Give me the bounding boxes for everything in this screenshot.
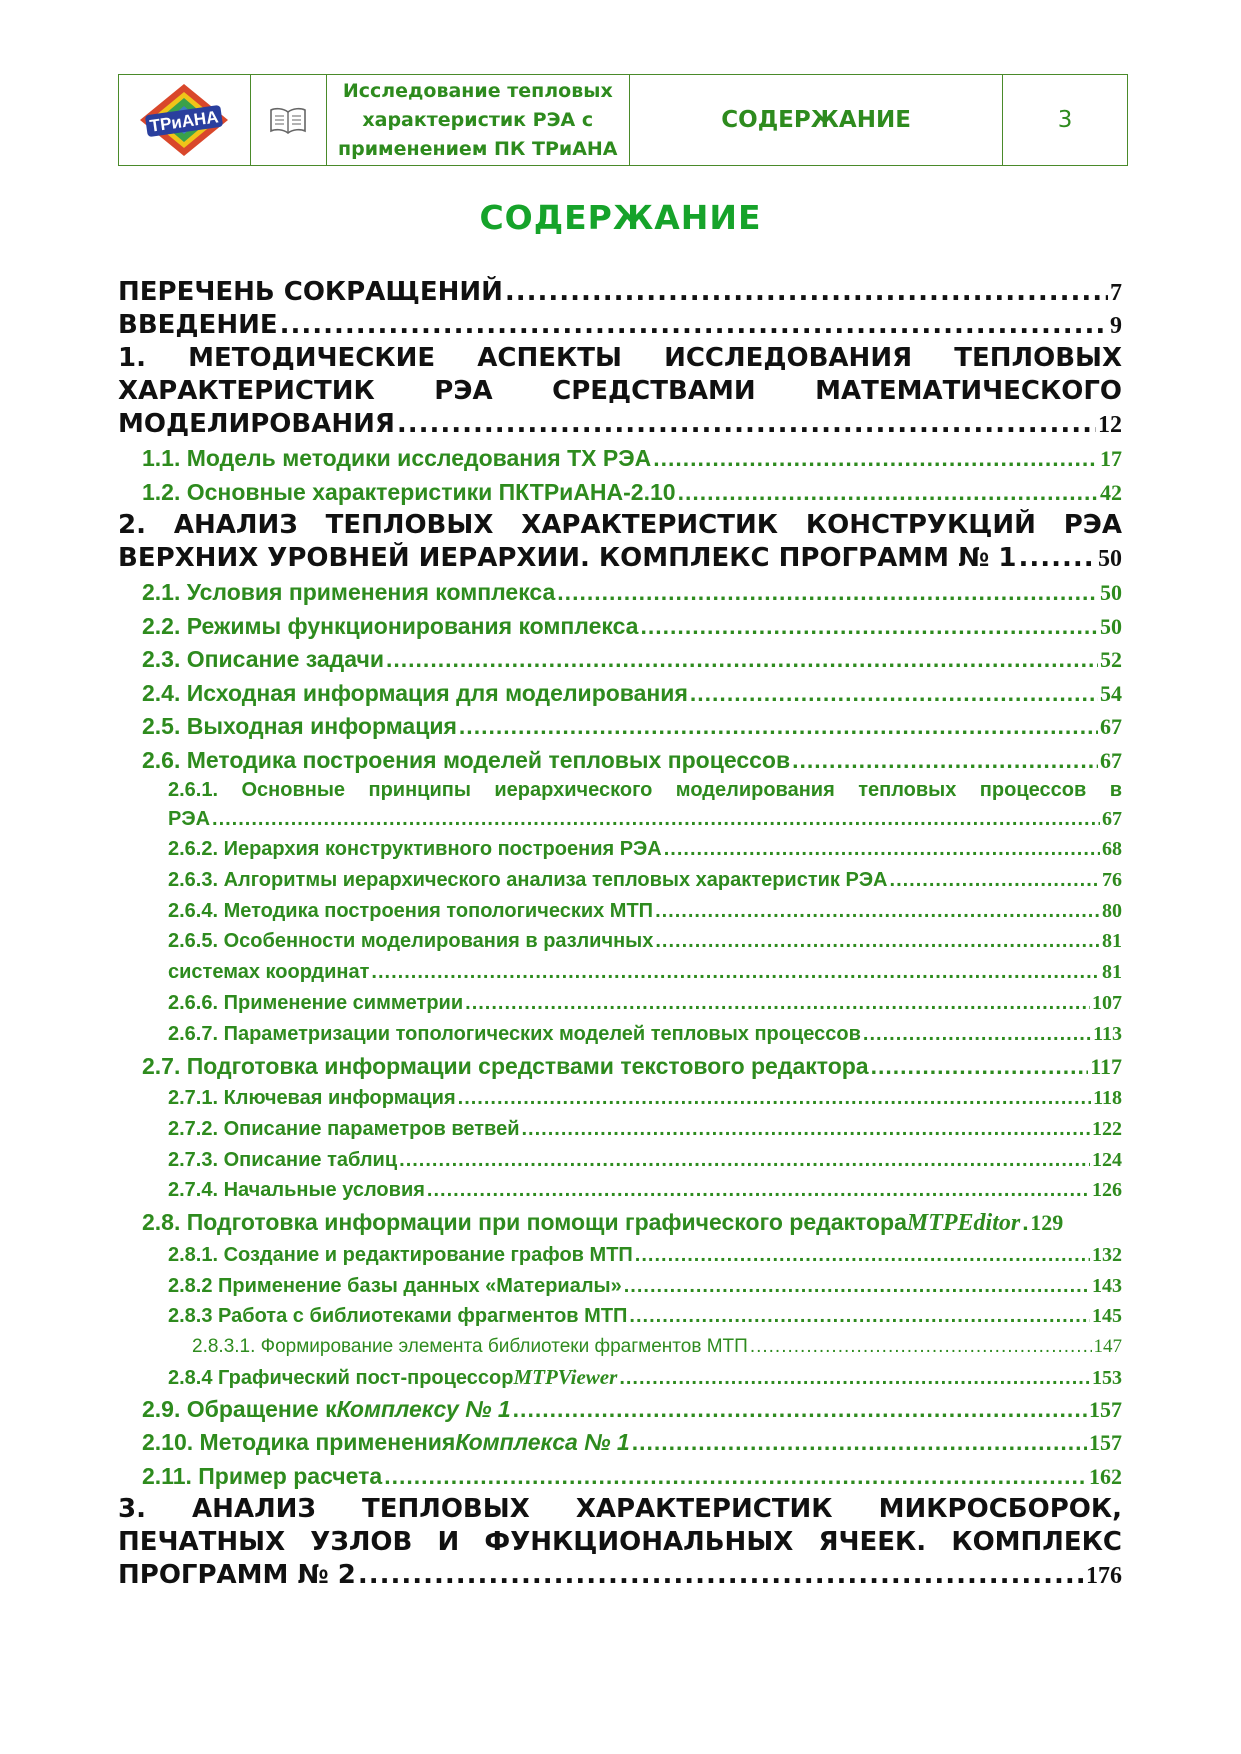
toc-entry-2-6-3[interactable] (118, 865, 1122, 896)
toc-page-number: 50 (1100, 613, 1122, 639)
toc-entry-label-line-1: 3. АНАЛИЗ ТЕПЛОВЫХ ХАРАКТЕРИСТИК МИКРОСБОРОК, (118, 1494, 1122, 1525)
toc-entry-2-6-6[interactable] (118, 988, 1122, 1019)
toc-entry-2-6-7[interactable] (118, 1019, 1122, 1050)
toc-page-number: 50 (1100, 580, 1122, 605)
toc-page-number: 162 (1089, 1463, 1122, 1489)
toc-page-number: 81 (1102, 930, 1122, 953)
page-title: СОДЕРЖАНИЕ (479, 198, 762, 237)
toc-entry-label-italic: MTPEditor (906, 1210, 1021, 1237)
toc-entry-2-6-4[interactable] (118, 896, 1122, 927)
toc-page-number: 50 (1098, 546, 1122, 572)
toc-page-number: 67 (1100, 714, 1122, 739)
header-title-line-2: характеристик РЭА с (362, 108, 594, 131)
page-header (118, 74, 1128, 166)
toc-page-number: 12 (1098, 412, 1122, 438)
toc-entry-intro[interactable] (118, 309, 1122, 342)
toc-entry-label: 2.9. Обращение к (142, 1395, 337, 1422)
book-cell (251, 75, 327, 165)
toc-entry-label: 2.8.4 Графический пост-процессор (168, 1367, 514, 1390)
toc-entry-2-2[interactable] (118, 610, 1122, 644)
toc-page-number: 52 (1100, 647, 1122, 672)
toc-page-number: 118 (1093, 1087, 1122, 1110)
header-title-line-3: применением ПК ТРиАНА (338, 137, 618, 160)
toc-entry-label-line-2: РЭА (168, 808, 211, 830)
toc-entry-label: системах координат (168, 961, 370, 984)
toc-entry-label: 2.3. Описание задачи (142, 646, 384, 672)
toc-page-number: 117 (1090, 1053, 1122, 1079)
toc-entry-2-8-1[interactable] (118, 1240, 1122, 1271)
toc-entry-2-6-2[interactable] (118, 834, 1122, 865)
open-book-icon (269, 106, 307, 134)
toc-page-number: 42 (1100, 479, 1122, 505)
toc-entry-label: 2.11. Пример расчета (142, 1462, 383, 1489)
toc-page-number: 80 (1102, 899, 1122, 922)
toc-entry-1-2[interactable] (118, 476, 1122, 510)
header-title-line-1: Исследование тепловых (342, 79, 613, 102)
toc-page-number: 157 (1089, 1396, 1122, 1422)
toc-entry-label: 2.8.3.1. Формирование элемента библиотеки фрагментов МТП (192, 1336, 748, 1358)
toc-entry-2-7-3[interactable] (118, 1145, 1122, 1176)
toc-entry-2-10[interactable] (118, 1426, 1122, 1460)
toc-entry-2-6-1[interactable] (118, 777, 1122, 834)
toc-entry-chapter-2[interactable] (118, 509, 1122, 576)
toc-entry-2-6[interactable] (118, 744, 1122, 778)
toc-entry-label: 2.7. Подготовка информации средствами текстового редактора (142, 1052, 869, 1079)
logo-text: ТРиАНА (148, 107, 220, 136)
toc-entry-2-11[interactable] (118, 1460, 1122, 1494)
toc-entry-label-line-2: ХАРАКТЕРИСТИК РЭА СРЕДСТВАМИ МАТЕМАТИЧЕСКОГО (118, 376, 1122, 406)
toc-entry-label-line-1: 1. МЕТОДИЧЕСКИЕ АСПЕКТЫ ИССЛЕДОВАНИЯ ТЕПЛОВЫХ (118, 343, 1122, 373)
toc-page-number: 157 (1089, 1430, 1122, 1456)
toc-entry-label-line-2: ВЕРХНИХ УРОВНЕЙ ИЕРАРХИИ. КОМПЛЕКС ПРОГРАММ № 1 (118, 543, 1017, 573)
toc-page-number: 113 (1093, 1022, 1122, 1045)
toc-entry-2-3[interactable] (118, 643, 1122, 677)
toc-page-number: 67 (1100, 747, 1122, 773)
toc-entry-label: 2.6. Методика построения моделей тепловых процессов (142, 746, 791, 773)
toc-entry-label: 2.8. Подготовка информации при помощи графического редактора (142, 1209, 907, 1236)
toc-page-number: 9 (1110, 313, 1122, 339)
toc-entry-1-1[interactable] (118, 442, 1122, 476)
toc-page-number: 124 (1092, 1148, 1122, 1171)
toc-entry-2-9[interactable] (118, 1393, 1122, 1427)
toc-entry-2-6-5-continued[interactable] (118, 957, 1122, 988)
toc-entry-2-8-3-1[interactable] (118, 1332, 1122, 1362)
toc-entry-2-4[interactable] (118, 677, 1122, 711)
toc-entry-2-8[interactable] (118, 1206, 1122, 1240)
toc-entry-2-7[interactable] (118, 1050, 1122, 1084)
toc-page-number: 129 (1030, 1210, 1064, 1236)
toc-entry-label: 2.6.6. Применение симметрии (168, 991, 464, 1014)
toc-entry-label-line-1: 2. АНАЛИЗ ТЕПЛОВЫХ ХАРАКТЕРИСТИК КОНСТРУКЦИЙ РЭА (118, 510, 1122, 540)
toc-entry-label: ПЕРЕЧЕНЬ СОКРАЩЕНИЙ (118, 277, 503, 307)
toc-entry-label: 2.2. Режимы функционирования комплекса (142, 612, 639, 639)
toc-entry-label: 2.8.2 Применение базы данных «Материалы» (168, 1274, 622, 1297)
toc-page-number: 17 (1100, 446, 1122, 471)
toc-entry-label: 2.6.7. Параметризации топологических моделей тепловых процессов (168, 1022, 861, 1045)
toc-entry-label: 2.5. Выходная информация (142, 713, 457, 739)
toc-page-number: 143 (1092, 1274, 1122, 1297)
toc-entry-label: 2.8.3 Работа с библиотеками фрагментов МТП (168, 1305, 628, 1328)
toc-entry-label: 2.7.1. Ключевая информация (168, 1087, 456, 1110)
toc-entry-label-line-3: ПРОГРАММ № 2 (118, 1560, 356, 1591)
toc-page-number: 7 (1110, 280, 1122, 306)
toc-entry-label: 2.10. Методика применения (142, 1429, 456, 1456)
toc-entry-2-5[interactable] (118, 710, 1122, 744)
toc-entry-2-7-4[interactable] (118, 1175, 1122, 1206)
table-of-contents (118, 276, 1122, 1593)
toc-entry-2-8-3[interactable] (118, 1301, 1122, 1332)
toc-entry-label-italic: MTPViewer (513, 1365, 618, 1390)
toc-entry-label: 2.6.4. Методика построения топологических МТП (168, 899, 654, 922)
toc-entry-label: 1.1. Модель методики исследования ТХ РЭА (142, 445, 652, 471)
toc-entry-2-6-5[interactable] (118, 926, 1122, 957)
toc-entry-label: 2.7.4. Начальные условия (168, 1179, 425, 1202)
toc-page-number: 132 (1092, 1243, 1122, 1266)
toc-page-number: 76 (1102, 868, 1122, 891)
toc-entry-2-1[interactable] (118, 576, 1122, 610)
toc-entry-chapter-3[interactable] (118, 1493, 1122, 1593)
toc-entry-2-7-1[interactable] (118, 1083, 1122, 1114)
toc-entry-abbrev[interactable] (118, 276, 1122, 309)
toc-entry-label: 2.7.2. Описание параметров ветвей (168, 1117, 520, 1140)
toc-entry-chapter-1[interactable] (118, 342, 1122, 442)
toc-entry-label: 2.6.2. Иерархия конструктивного построения РЭА (168, 838, 662, 860)
toc-page-number: 145 (1092, 1305, 1122, 1328)
header-title (327, 75, 630, 165)
toc-entry-2-7-2[interactable] (118, 1114, 1122, 1145)
toc-entry-label: 2.6.5. Особенности моделирования в различных (168, 930, 654, 953)
header-page-number: 3 (1057, 107, 1073, 133)
toc-page-number: 153 (1092, 1367, 1122, 1390)
toc-entry-label: 2.8.1. Создание и редактирование графов МТП (168, 1243, 633, 1266)
logo-cell (119, 75, 251, 165)
toc-entry-2-8-4[interactable] (118, 1362, 1122, 1393)
toc-page-number: 126 (1092, 1179, 1122, 1202)
toc-page-number: 67 (1102, 808, 1122, 830)
toc-page-number: 107 (1092, 991, 1122, 1014)
toc-entry-2-8-2[interactable] (118, 1271, 1122, 1302)
toc-entry-label: 2.4. Исходная информация для моделирования (142, 679, 688, 706)
toc-page-number: 176 (1086, 1563, 1122, 1590)
toc-entry-label-line-1: 2.6.1. Основные принципы иерархического моделирования тепловых процессов в (168, 779, 1122, 801)
toc-entry-label: ВВЕДЕНИЕ (118, 310, 278, 340)
toc-page-number: 54 (1100, 680, 1122, 706)
toc-page-number: 68 (1102, 838, 1122, 860)
toc-entry-label: 2.1. Условия применения комплекса (142, 579, 556, 605)
toc-entry-label: 2.6.3. Алгоритмы иерархического анализа тепловых характеристик РЭА (168, 868, 888, 891)
triana-logo-icon (134, 80, 234, 160)
toc-entry-label: 2.7.3. Описание таблиц (168, 1148, 398, 1171)
toc-entry-label-italic: Комплекса № 1 (455, 1429, 630, 1456)
toc-page-number: 147 (1093, 1336, 1122, 1358)
toc-page-number: 122 (1092, 1117, 1122, 1140)
toc-entry-label-italic: Комплексу № 1 (336, 1395, 511, 1422)
toc-entry-label: 1.2. Основные характеристики ПКТРиАНА-2.10 (142, 478, 676, 505)
header-section: СОДЕРЖАНИЕ (630, 75, 1003, 165)
toc-entry-label-line-3: МОДЕЛИРОВАНИЯ (118, 409, 395, 439)
toc-entry-label-line-2: ПЕЧАТНЫХ УЗЛОВ И ФУНКЦИОНАЛЬНЫХ ЯЧЕЕК. КОМПЛЕКС (118, 1527, 1122, 1558)
toc-page-number: 81 (1102, 961, 1122, 984)
